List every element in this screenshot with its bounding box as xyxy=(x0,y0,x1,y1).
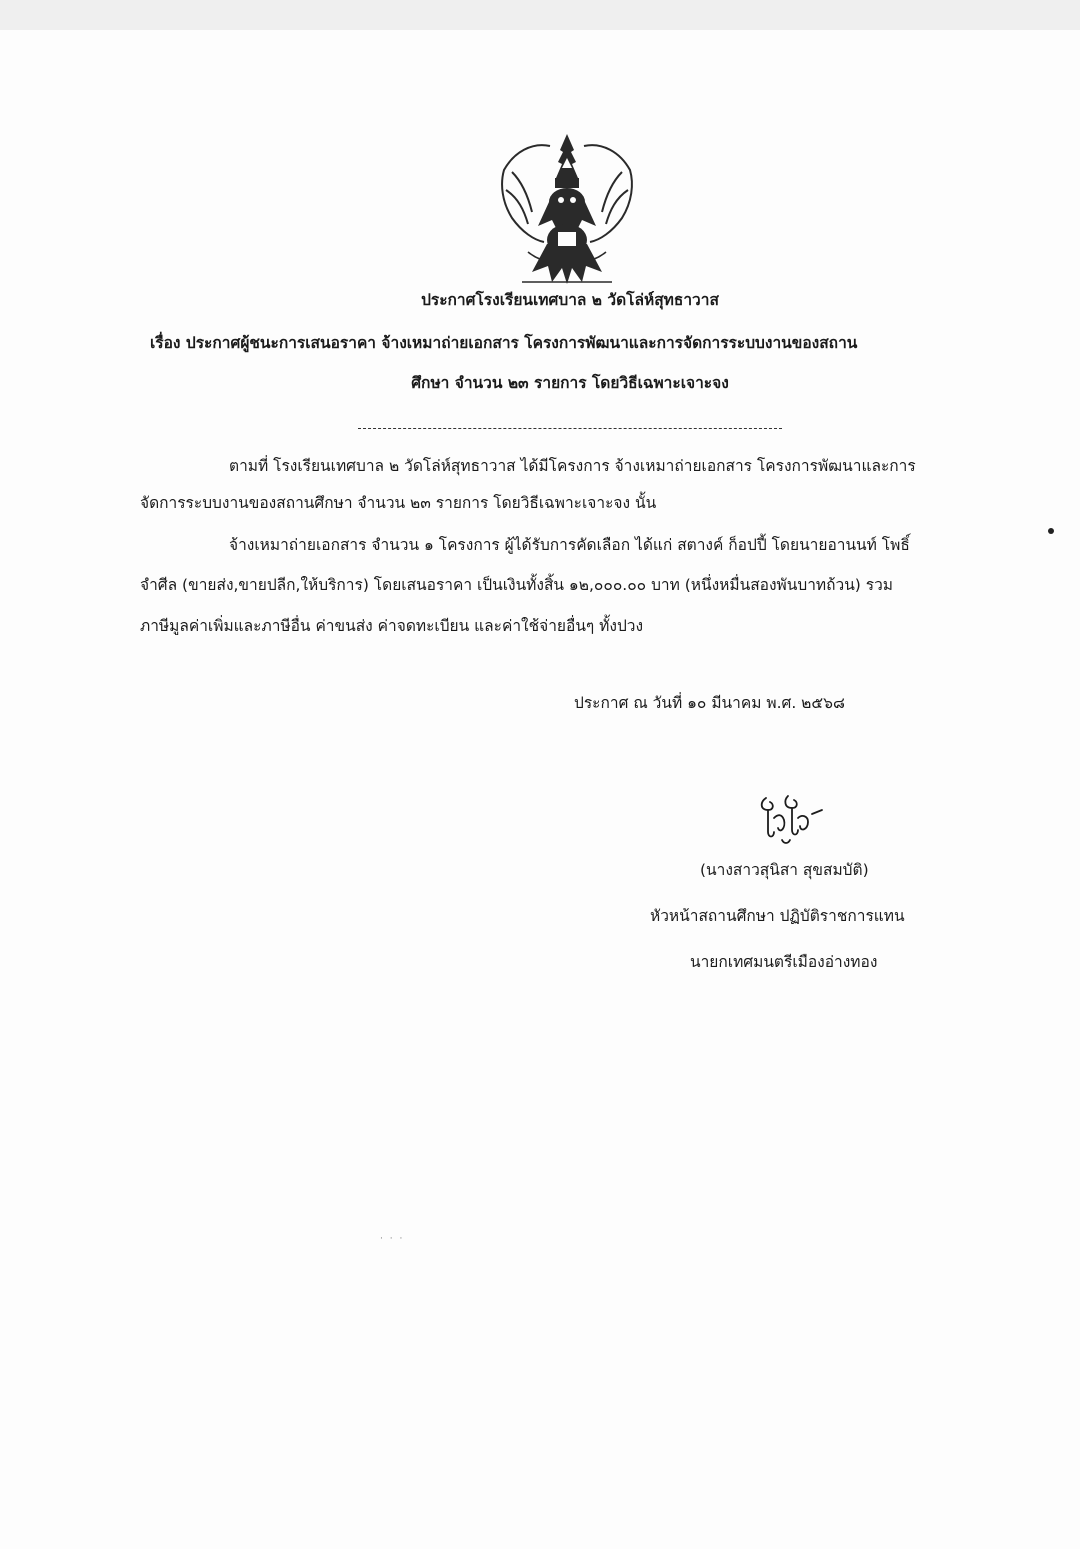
signatory-name: (นางสาวสุนิสา สุขสมบัติ) xyxy=(700,861,869,879)
garuda-emblem xyxy=(492,132,642,290)
paragraph-2-line-1: จ้างเหมาถ่ายเอกสาร จำนวน ๑ โครงการ ผู้ได้รับการคัดเลือก ได้แก่ สตางค์ ก็อปปี้ โดยนายอานนท์ โพธิ์ xyxy=(229,536,910,554)
signatory-position: หัวหน้าสถานศึกษา ปฏิบัติราชการแทน xyxy=(650,907,905,925)
announcement-subject-continued: ศึกษา จำนวน ๒๓ รายการ โดยวิธีเฉพาะเจาะจง xyxy=(411,374,729,392)
scan-top-band xyxy=(0,0,1080,30)
paragraph-1-line-1: ตามที่ โรงเรียนเทศบาล ๒ วัดโล่ห์สุทธาวาส ได้มีโครงการ จ้างเหมาถ่ายเอกสาร โครงการพัฒนาและการ xyxy=(229,457,916,475)
title-divider xyxy=(358,428,782,429)
paragraph-2-line-2: จำศีล (ขายส่ง,ขายปลีก,ให้บริการ) โดยเสนอราคา เป็นเงินทั้งสิ้น ๑๒,๐๐๐.๐๐ บาท (หนึ่งหมื่นสองพันบาทถ้วน) รวม xyxy=(140,576,894,594)
scan-speck xyxy=(1048,528,1054,534)
handwritten-signature xyxy=(752,788,832,846)
paragraph-1-line-2: จัดการระบบงานของสถานศึกษา จำนวน ๒๓ รายการ โดยวิธีเฉพาะเจาะจง นั้น xyxy=(140,494,657,512)
signatory-position-continued: นายกเทศมนตรีเมืองอ่างทอง xyxy=(690,953,878,971)
announcement-subject: เรื่อง ประกาศผู้ชนะการเสนอราคา จ้างเหมาถ่ายเอกสาร โครงการพัฒนาและการจัดการระบบงานของสถาน xyxy=(150,334,858,352)
announcement-date: ประกาศ ณ วันที่ ๑๐ มีนาคม พ.ศ. ๒๕๖๘ xyxy=(574,694,845,712)
paragraph-2-line-3: ภาษีมูลค่าเพิ่มและภาษีอื่น ค่าขนส่ง ค่าจดทะเบียน และค่าใช้จ่ายอื่นๆ ทั้งปวง xyxy=(140,617,644,635)
announcement-title: ประกาศโรงเรียนเทศบาล ๒ วัดโล่ห์สุทธาวาส xyxy=(421,291,719,309)
scan-specks: ⋅ ⋅ ⋅ xyxy=(380,1234,405,1244)
